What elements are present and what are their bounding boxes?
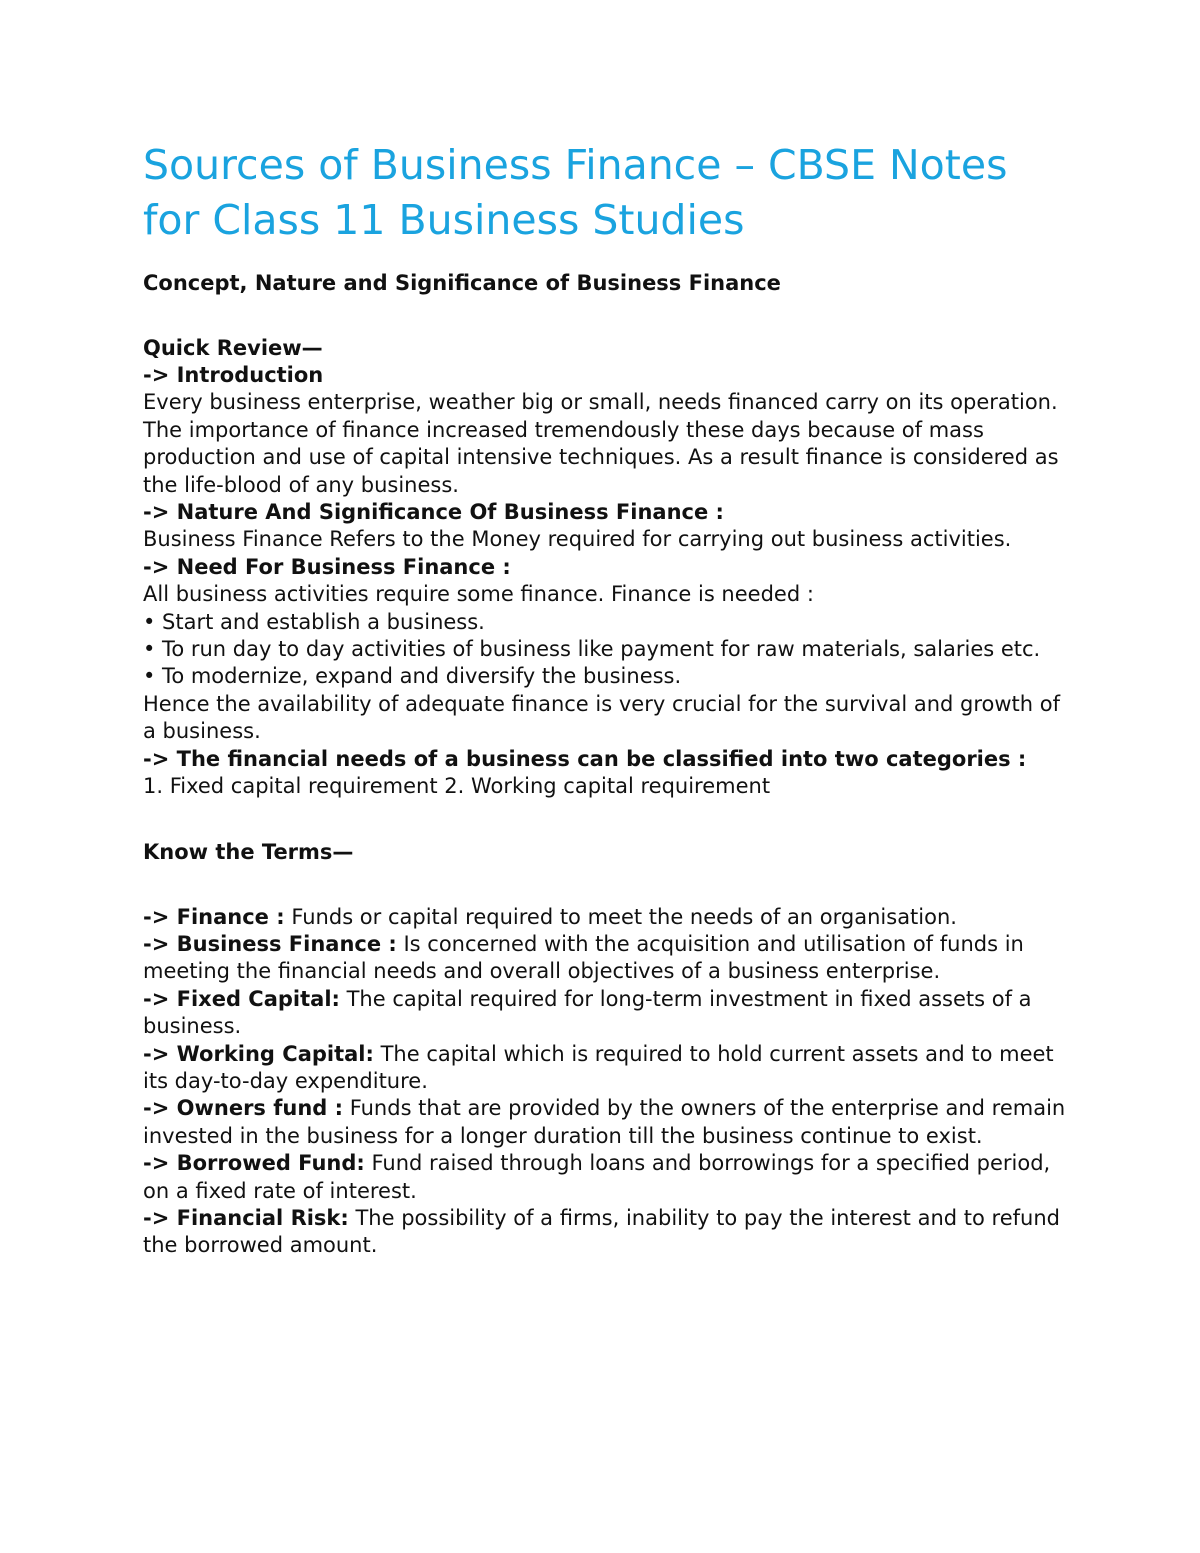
term-definition: Funds or capital required to meet the needs of an organisation. — [284, 904, 957, 929]
term-item — [143, 1150, 1073, 1205]
term-label: -> Business Finance : — [143, 931, 397, 956]
introduction-heading: -> Introduction — [143, 363, 324, 387]
term-item — [143, 986, 1073, 1041]
term-definition: The capital which is required to hold current assets and to meet its day-to-day expenditure. — [143, 1041, 1054, 1093]
term-label: -> Working Capital: — [143, 1041, 374, 1066]
document-page — [143, 138, 1073, 1260]
document-title: Sources of Business Finance – CBSE Notes for Class 11 Business Studies — [143, 141, 1008, 244]
term-item — [143, 904, 1073, 931]
need-bullet: • Start and establish a business. — [143, 609, 485, 634]
term-definition: The capital required for long-term investment in fixed assets of a business. — [143, 986, 1032, 1039]
introduction-text: Every business enterprise, weather big or small, needs financed carry on its operation. The importance of finance increased tremendously these days because of mass production and use of capital intensive techniques. As a result finance is considered as the life-blood of any business. — [143, 390, 1059, 497]
term-label: -> Owners fund : — [143, 1096, 344, 1121]
term-definition: Funds that are provided by the owners of the enterprise and remain invested in the business for a longer duration till the business continue to exist. — [143, 1096, 1066, 1148]
categories-text: 1. Fixed capital requirement 2. Working capital requirement — [143, 774, 771, 799]
need-text: All business activities require some finance. Finance is needed : — [143, 582, 814, 607]
term-label: -> Fixed Capital: — [143, 986, 340, 1011]
need-bullet: • To run day to day activities of business like payment for raw materials, salaries etc. — [143, 637, 1041, 662]
nature-text: Business Finance Refers to the Money required for carrying out business activities. — [143, 527, 1012, 552]
need-conclusion: Hence the availability of adequate finance is very crucial for the survival and growth of a business. — [143, 691, 1060, 744]
quick-review-section — [143, 335, 1073, 801]
categories-heading: -> The financial needs of a business can be classified into two categories : — [143, 746, 1027, 771]
term-label: -> Borrowed Fund: — [143, 1151, 365, 1176]
term-item — [143, 1095, 1073, 1150]
term-item — [143, 1205, 1073, 1260]
quick-review-heading: Quick Review— — [143, 336, 323, 360]
terms-list — [143, 904, 1073, 1260]
nature-heading: -> Nature And Significance Of Business Finance : — [143, 500, 724, 525]
term-definition: The possibility of a firms, inability to pay the interest and to refund the borrowed amount. — [143, 1205, 1060, 1258]
term-item — [143, 931, 1073, 986]
concept-heading: Concept, Nature and Significance of Business Finance — [143, 271, 781, 295]
term-label: -> Finance : — [143, 904, 285, 929]
term-label: -> Financial Risk: — [143, 1205, 349, 1230]
term-item — [143, 1041, 1073, 1096]
term-definition: Fund raised through loans and borrowings for a specified period, on a fixed rate of interest. — [143, 1151, 1051, 1203]
need-heading: -> Need For Business Finance : — [143, 554, 511, 579]
need-bullet: • To modernize, expand and diversify the business. — [143, 664, 682, 689]
term-definition: Is concerned with the acquisition and utilisation of funds in meeting the financial needs and overall objectives of a business enterprise. — [143, 931, 1024, 984]
know-terms-heading: Know the Terms— — [143, 839, 354, 864]
know-terms-section — [143, 839, 1073, 1260]
